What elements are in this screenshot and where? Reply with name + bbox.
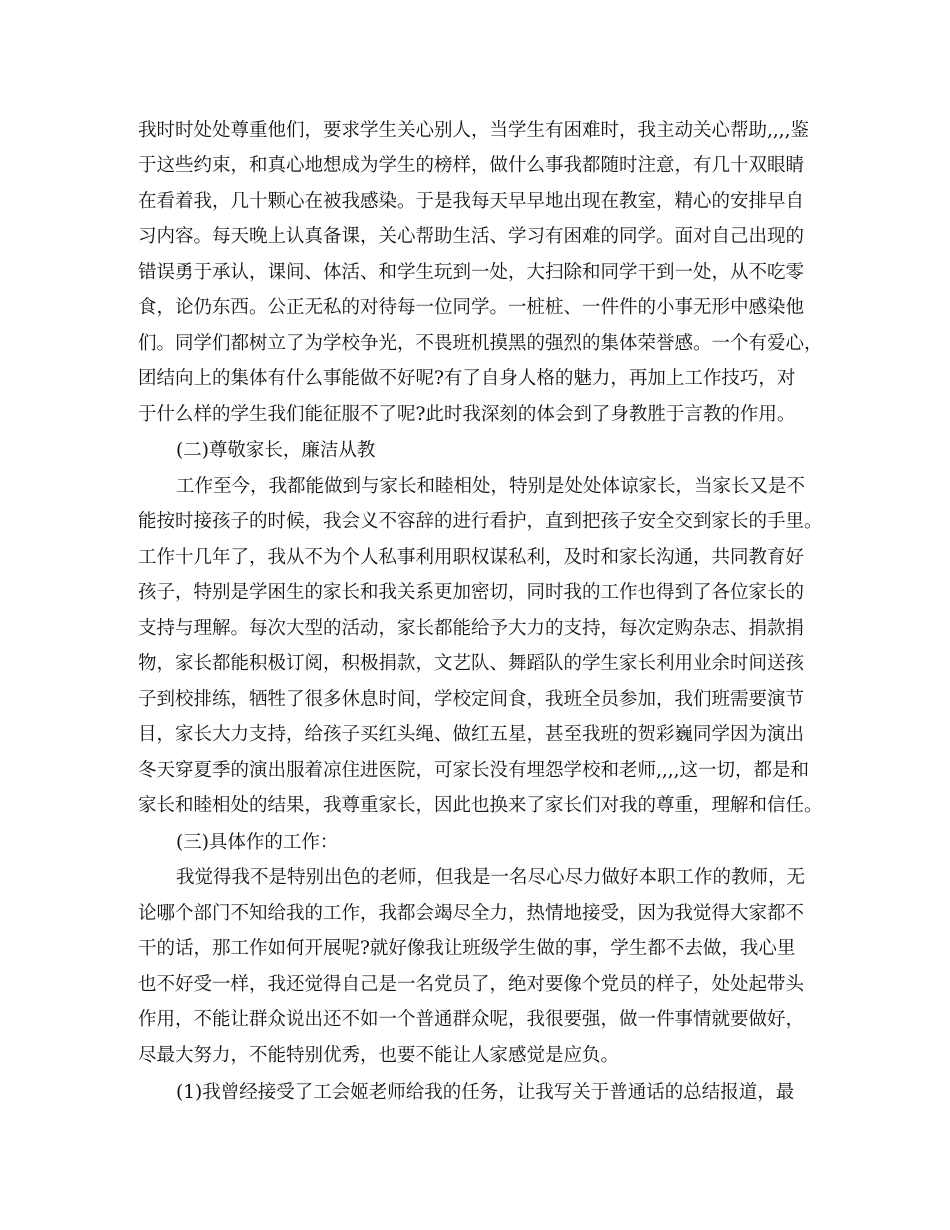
section-heading-specific-work: (三)具体作的工作： xyxy=(176,832,339,853)
text-line: 家长和睦相处的结果，我尊重家长，因此也换来了家长们对我的尊重，理解和信任。 xyxy=(138,795,823,816)
text-line: 冬天穿夏季的演出服着凉住进医院，可家长没有埋怨学校和老师,,,,这一切，都是和 xyxy=(138,760,810,781)
text-line: 尽最大努力，不能特别优秀，也要不能让人家感觉是应负。 xyxy=(138,1045,620,1066)
text-line: 于什么样的学生我们能征服不了呢?此时我深刻的体会到了身教胜于言教的作用。 xyxy=(138,404,796,425)
text-line: 论哪个部门不知给我的工作，我都会竭尽全力，热情地接受，因为我觉得大家都不 xyxy=(138,903,805,924)
text-line: 习内容。每天晚上认真备课，关心帮助生活、学习有困难的同学。面对自己出现的 xyxy=(138,226,805,247)
text-line: 孩子，特别是学困生的家长和我关系更加密切，同时我的工作也得到了各位家长的 xyxy=(138,582,805,603)
text-line: 物，家长都能积极订阅，积极捐款，文艺队、舞蹈队的学生家长利用业余时间送孩 xyxy=(138,653,805,674)
text-line: 我时时处处尊重他们，要求学生关心别人，当学生有困难时，我主动关心帮助,,,,鉴 xyxy=(138,120,810,141)
list-item-first-line: (1)我曾经接受了工会姬老师给我的任务，让我写关于普通话的总结报道，最 xyxy=(176,1082,795,1103)
text-line: 能按时接孩子的时候，我会义不容辞的进行看护，直到把孩子安全交到家长的手里。 xyxy=(138,511,823,532)
text-line: 们。同学们都树立了为学校争光，不畏班机摸黑的强烈的集体荣誉感。一个有爱心， xyxy=(138,333,823,354)
text-line: 食，论仍东西。公正无私的对待每一位同学。一桩桩、一件件的小事无形中感染他 xyxy=(138,297,805,318)
text-line: 工作十几年了，我从不为个人私事利用职权谋私利，及时和家长沟通，共同教育好 xyxy=(138,547,805,568)
text-line: 也不好受一样，我还觉得自己是一名党员了，绝对要像个党员的样子，处处起带头 xyxy=(138,974,805,995)
text-line: 在看着我，几十颗心在被我感染。于是我每天早早地出现在教室，精心的安排早自 xyxy=(138,191,805,212)
section-heading-respect-parents: (二)尊敬家长，廉洁从教 xyxy=(176,440,376,461)
paragraph-first-line: 我觉得我不是特别出色的老师，但我是一名尽心尽力做好本职工作的教师，无 xyxy=(176,867,806,888)
text-line: 错误勇于承认，课间、体活、和学生玩到一处，大扫除和同学干到一处，从不吃零 xyxy=(138,262,805,283)
paragraph-first-line: 工作至今，我都能做到与家长和睦相处，特别是处处体谅家长，当家长又是不 xyxy=(176,476,806,497)
text-line: 团结向上的集体有什么事能做不好呢?有了自身人格的魅力，再加上工作技巧，对 xyxy=(138,368,796,389)
text-line: 于这些约束，和真心地想成为学生的榜样，做什么事我都随时注意，有几十双眼睛 xyxy=(138,155,805,176)
text-line: 干的话，那工作如何开展呢?就好像我让班级学生做的事，学生都不去做，我心里 xyxy=(138,938,796,959)
text-line: 支持与理解。每次大型的活动，家长都能给予大力的支持，每次定购杂志、捐款捐 xyxy=(138,618,805,639)
text-line: 目，家长大力支持，给孩子买红头绳、做红五星，甚至我班的贺彩巍同学因为演出 xyxy=(138,724,805,745)
text-line: 子到校排练，牺牲了很多休息时间，学校定间食，我班全员参加，我们班需要演节 xyxy=(138,689,805,710)
text-line: 作用，不能让群众说出还不如一个普通群众呢，我很要强，做一件事情就要做好， xyxy=(138,1009,805,1030)
